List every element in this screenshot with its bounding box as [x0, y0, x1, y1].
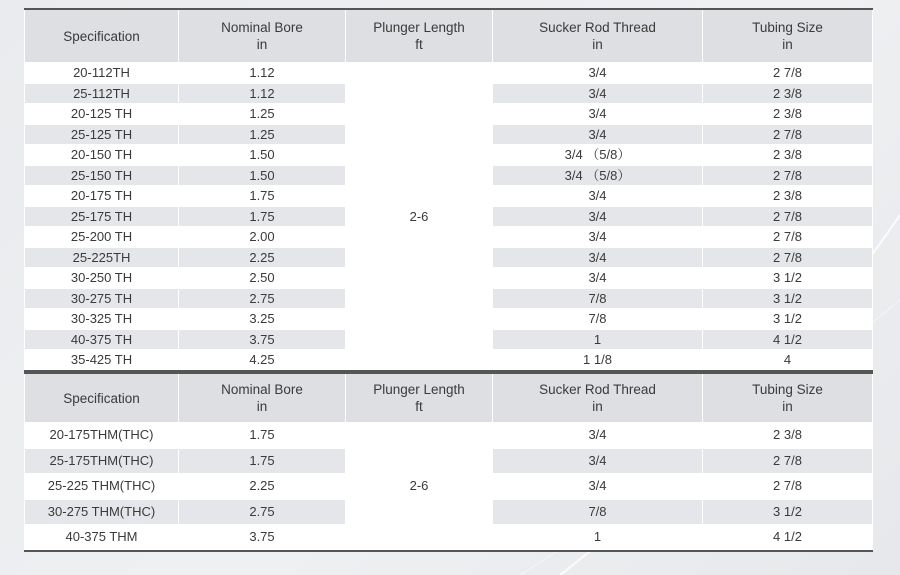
cell-nominal-bore: 2.50 [179, 268, 346, 289]
header-nominal-bore: Nominal Bore in [179, 373, 346, 423]
cell-nominal-bore: 3.75 [179, 329, 346, 350]
cell-specification: 30-275 TH [25, 288, 179, 309]
cell-nominal-bore: 2.75 [179, 288, 346, 309]
spec-table-thm [24, 372, 873, 552]
cell-nominal-bore: 2.75 [179, 499, 346, 525]
cell-sucker-rod-thread: 7/8 [493, 499, 703, 525]
cell-sucker-rod-thread: 3/4 [493, 186, 703, 207]
cell-sucker-rod-thread: 3/4 （5/8） [493, 145, 703, 166]
cell-tubing-size: 2 3/8 [703, 423, 873, 449]
cell-specification: 30-250 TH [25, 268, 179, 289]
cell-sucker-rod-thread: 1 1/8 [493, 350, 703, 371]
cell-nominal-bore: 1.50 [179, 165, 346, 186]
cell-tubing-size: 4 [703, 350, 873, 371]
cell-nominal-bore: 1.12 [179, 63, 346, 84]
cell-tubing-size: 4 1/2 [703, 329, 873, 350]
cell-nominal-bore: 2.00 [179, 227, 346, 248]
cell-nominal-bore: 1.75 [179, 186, 346, 207]
cell-tubing-size: 2 3/8 [703, 186, 873, 207]
cell-sucker-rod-thread: 1 [493, 525, 703, 551]
cell-tubing-size: 2 7/8 [703, 448, 873, 474]
cell-specification: 40-375 THM [25, 525, 179, 551]
cell-tubing-size: 3 1/2 [703, 268, 873, 289]
cell-sucker-rod-thread: 3/4 [493, 474, 703, 500]
cell-specification: 25-225TH [25, 247, 179, 268]
header-sucker-rod-thread: Sucker Rod Thread in [493, 9, 703, 63]
cell-nominal-bore: 1.25 [179, 104, 346, 125]
cell-tubing-size: 2 7/8 [703, 247, 873, 268]
cell-tubing-size: 2 7/8 [703, 206, 873, 227]
cell-sucker-rod-thread: 3/4 [493, 247, 703, 268]
cell-specification: 25-112TH [25, 83, 179, 104]
cell-sucker-rod-thread: 3/4 [493, 206, 703, 227]
header-plunger-length: Plunger Length ft [346, 9, 493, 63]
cell-nominal-bore: 1.75 [179, 206, 346, 227]
cell-tubing-size: 2 3/8 [703, 83, 873, 104]
cell-tubing-size: 2 7/8 [703, 124, 873, 145]
cell-specification: 25-150 TH [25, 165, 179, 186]
cell-sucker-rod-thread: 7/8 [493, 288, 703, 309]
header-specification: Specification [25, 373, 179, 423]
cell-nominal-bore: 1.50 [179, 145, 346, 166]
table-header-row [25, 373, 873, 423]
table-header-row [25, 9, 873, 63]
cell-nominal-bore: 1.12 [179, 83, 346, 104]
cell-sucker-rod-thread: 3/4 [493, 63, 703, 84]
cell-specification: 35-425 TH [25, 350, 179, 371]
cell-tubing-size: 2 3/8 [703, 145, 873, 166]
header-plunger-length: Plunger Length ft [346, 373, 493, 423]
table-row [25, 423, 873, 449]
cell-specification: 20-175 TH [25, 186, 179, 207]
cell-sucker-rod-thread: 3/4 [493, 268, 703, 289]
cell-specification: 25-200 TH [25, 227, 179, 248]
cell-tubing-size: 3 1/2 [703, 499, 873, 525]
cell-nominal-bore: 4.25 [179, 350, 346, 371]
cell-tubing-size: 2 3/8 [703, 104, 873, 125]
header-tubing-size: Tubing Size in [703, 9, 873, 63]
cell-plunger-length: 2-6 [346, 63, 493, 371]
cell-plunger-length: 2-6 [346, 423, 493, 551]
cell-nominal-bore: 3.75 [179, 525, 346, 551]
cell-specification: 20-150 TH [25, 145, 179, 166]
cell-sucker-rod-thread: 7/8 [493, 309, 703, 330]
cell-specification: 20-175THM(THC) [25, 423, 179, 449]
cell-tubing-size: 3 1/2 [703, 288, 873, 309]
cell-specification: 25-175 TH [25, 206, 179, 227]
spec-table-th [24, 8, 873, 372]
cell-nominal-bore: 2.25 [179, 474, 346, 500]
cell-specification: 25-225 THM(THC) [25, 474, 179, 500]
cell-sucker-rod-thread: 3/4 （5/8） [493, 165, 703, 186]
cell-specification: 30-275 THM(THC) [25, 499, 179, 525]
header-nominal-bore: Nominal Bore in [179, 9, 346, 63]
header-sucker-rod-thread: Sucker Rod Thread in [493, 373, 703, 423]
cell-tubing-size: 2 7/8 [703, 165, 873, 186]
cell-nominal-bore: 1.25 [179, 124, 346, 145]
cell-specification: 20-125 TH [25, 104, 179, 125]
cell-tubing-size: 4 1/2 [703, 525, 873, 551]
cell-nominal-bore: 3.25 [179, 309, 346, 330]
cell-sucker-rod-thread: 3/4 [493, 83, 703, 104]
table-row [25, 63, 873, 84]
cell-sucker-rod-thread: 3/4 [493, 227, 703, 248]
cell-sucker-rod-thread: 1 [493, 329, 703, 350]
cell-tubing-size: 2 7/8 [703, 474, 873, 500]
cell-specification: 20-112TH [25, 63, 179, 84]
cell-tubing-size: 2 7/8 [703, 227, 873, 248]
cell-sucker-rod-thread: 3/4 [493, 448, 703, 474]
cell-sucker-rod-thread: 3/4 [493, 423, 703, 449]
cell-specification: 40-375 TH [25, 329, 179, 350]
cell-sucker-rod-thread: 3/4 [493, 104, 703, 125]
cell-nominal-bore: 1.75 [179, 448, 346, 474]
cell-tubing-size: 2 7/8 [703, 63, 873, 84]
cell-specification: 30-325 TH [25, 309, 179, 330]
cell-sucker-rod-thread: 3/4 [493, 124, 703, 145]
header-tubing-size: Tubing Size in [703, 373, 873, 423]
cell-specification: 25-175THM(THC) [25, 448, 179, 474]
cell-nominal-bore: 2.25 [179, 247, 346, 268]
cell-tubing-size: 3 1/2 [703, 309, 873, 330]
header-specification: Specification [25, 9, 179, 63]
cell-nominal-bore: 1.75 [179, 423, 346, 449]
cell-specification: 25-125 TH [25, 124, 179, 145]
